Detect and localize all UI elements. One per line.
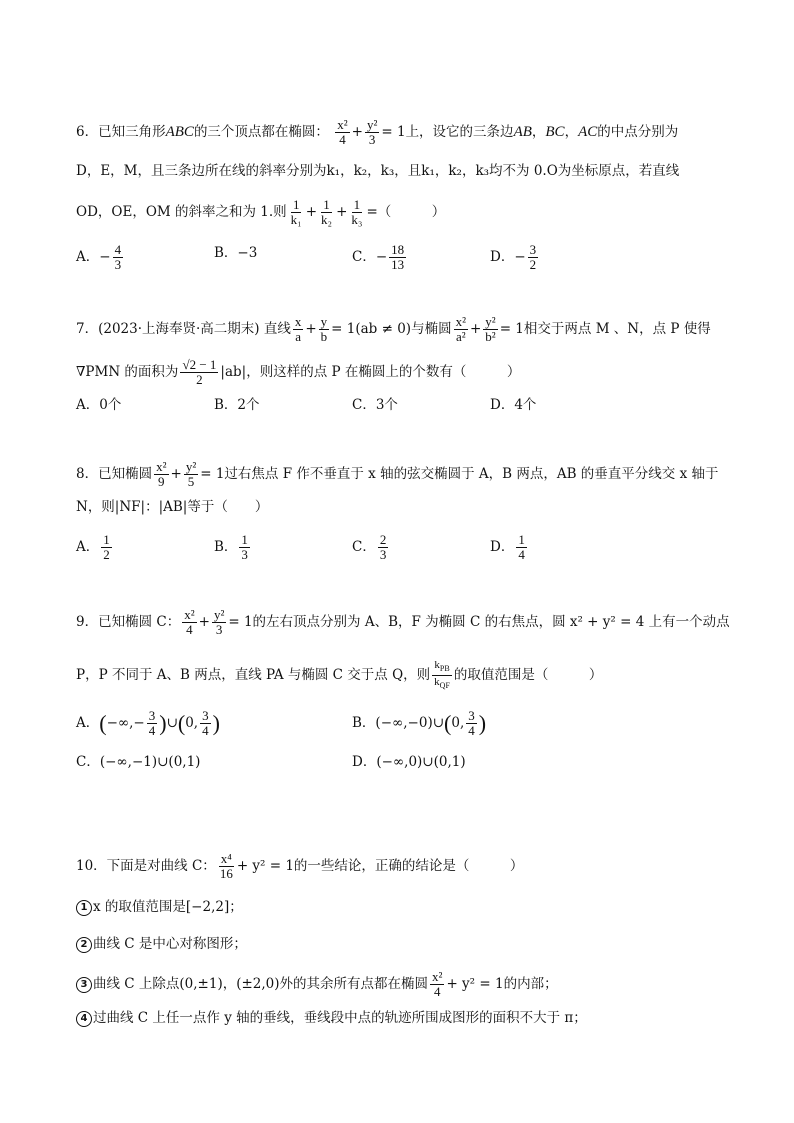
q6-comma-1: ， [531,124,546,140]
q7-line-1: 7．(2023·上海奉贤·高二期末) 直线 $\frac{x}{a}$ + $\frac{y}{b}$ = 1(ab ≠ 0)与椭圆 $\frac{\text{x²}}{\text{a²}}$ + $\frac{\text{y²}}{\text{b²}}$ = 1相交于两点 M 、N，点 P 使得 [76,314,711,344]
q9-line2-text-2: 的取值范围是（ ） [453,667,603,684]
q10-item-2 [76,934,247,954]
q10-frac-x4: $\frac{\text{x⁴}}{16}$ [219,851,233,881]
circled-number-3: 3 [76,977,92,993]
circled-number-1: 1 [76,900,92,916]
q10-item-4-text: 过曲线 C 上任一点作 y 轴的垂线，垂线段中点的轨迹所围成图形的面积不大于 π； [93,1010,587,1026]
q10-item-3-tail: + y² = 1的内部； [446,976,558,992]
q9-line-1: 9．已知椭圆 C： $\frac{\text{x²}}{4}$ + $\frac{\text{y²}}{3}$ = 1的左右顶点分别为 A、B，F 为椭圆 C 的右焦点，圆 x² + y² = 4 上有一个动点 [76,607,730,637]
q9-frac-y: $\frac{\text{y²}}{3}$ [213,607,225,637]
q6-opt-d-num: 3 [529,242,537,257]
q8-option-b [214,533,252,562]
q6-line3-text: OD，OE，OM 的斜率之和为 1.则 [76,204,287,220]
q6-opt-d-frac [528,243,539,272]
q6-comma-2: ， [564,124,579,140]
q10-line-1 [76,852,523,881]
q9-opt-a-frac-2: $\frac{3}{4}$ [202,708,209,738]
q8-line-1: 8．已知椭圆 $\frac{\text{x²}}{9}$ + $\frac{\text{y²}}{5}$ = 1过右焦点 F 作不垂直于 x 轴的弦交椭圆于 A，B 两点，AB 的垂直平分线交 x 轴于 [76,459,719,489]
q7-option-b: B．2个 [214,397,260,413]
q6-frac-k1: $\frac{1}{\text{k₁}}$ [290,197,302,227]
q6-frac-k3: $\frac{1}{\text{k₃}}$ [351,197,363,227]
q7-option-c: C．3个 [352,397,398,413]
q8-opt-a-den: 2 [103,547,110,562]
q10-item-4 [76,1008,587,1028]
q7-option-d: D．4个 [490,397,537,413]
q6-frac-x: $\frac{\text{x²}}{4}$ [337,117,348,147]
q7-frac-x2a2: $\frac{\text{x²}}{\text{a²}}$ [455,314,466,344]
q6-line-1: 6．已知三角形ABC的三个顶点都在椭圆： $\frac{\text{x²}}{4}$ + $\frac{\text{y²}}{3}$ = 1上，设它的三条边AB，BC，AC的中点分别为 [76,117,679,147]
q10-text-2: + y² = 1的一些结论，正确的结论是（ ） [236,858,524,874]
q6-opt-d-den: 2 [529,257,537,272]
q9-opt-a-label: A． [76,715,100,731]
q6-text-3: 上，设它的三条边 [405,124,514,140]
q7-line2-text: ∇PMN 的面积为 [76,364,179,380]
q6-answer-paren: （ ） [377,204,446,220]
q6-opt-c-num: 18 [391,242,405,257]
q8-option-d [490,533,529,562]
q6-frac-y: $\frac{\text{y²}}{3}$ [366,117,378,147]
q8-text: 8．已知椭圆 [76,466,153,482]
q9-opt-b-label: B． [352,715,376,731]
q8-frac-y: $\frac{\text{y²}}{5}$ [185,459,197,489]
q9-text: 9．已知椭圆 C： [76,614,181,630]
q8-opt-b-num: 1 [241,532,248,547]
q6-option-d [490,243,540,272]
q8-opt-d-label: D． [490,539,515,555]
q6-opt-a-label: A．− [76,249,111,265]
q6-ac: AC [578,124,598,140]
q6-option-c [352,243,408,272]
q8-opt-b-den: 3 [241,547,248,562]
q10-item-3 [76,970,558,999]
q10-text: 10．下面是对曲线 C： [76,858,216,874]
q9-option-a: A．(−∞,− $\frac{3}{4}$ )∪(0, $\frac{3}{4}$ ) [76,708,220,738]
q9-frac-x: $\frac{\text{x²}}{4}$ [184,607,195,637]
q9-option-b: B．(−∞,−0)∪(0, $\frac{3}{4}$ ) [352,708,487,738]
q8-opt-c-num: 2 [379,532,387,547]
q8-opt-b-frac [239,533,250,562]
q9-line-2 [76,659,602,692]
q6-frac-k2: $\frac{1}{\text{k₂}}$ [321,197,333,227]
q8-frac-x: $\frac{\text{x²}}{9}$ [156,459,167,489]
circled-number-4: 4 [76,1011,92,1027]
q6-line-2: D，E，M，且三条边所在线的斜率分别为k₁，k₂，k₃，且k₁，k₂，k₃均不为 0.O为坐标原点，若直线 [76,163,680,179]
q7-text-2: 与椭圆 [411,321,452,337]
q8-line-2: N，则|NF|：|AB|等于（ ） [76,499,269,515]
q6-opt-c-den: 13 [391,257,405,272]
q7-text-3: 相交于两点 M 、N，点 P 使得 [523,321,711,337]
q7-frac-yb: $\frac{y}{b}$ [320,314,328,344]
q9-opt-a-frac-1: $\frac{3}{4}$ [148,708,156,738]
q6-abc: ABC [165,124,194,140]
q8-opt-d-num: 1 [518,532,525,547]
q9-opt-b-frac: $\frac{3}{4}$ [468,708,475,738]
q10-frac-ellipse: $\frac{\text{x²}}{4}$ [432,969,443,999]
q6-opt-a-num: 4 [114,242,122,257]
q7-text: 7．(2023·上海奉贤·高二期末) 直线 [76,321,291,337]
q7-line-2 [76,358,520,387]
q9-text-2: 的左右顶点分别为 A、B，F 为椭圆 C 的右焦点，圆 x² + y² = 4 上有一个动点 [252,614,730,630]
q9-option-d: D．(−∞,0)∪(0,1) [352,754,466,770]
q6-line-3: OD，OE，OM 的斜率之和为 1.则 $\frac{1}{\text{k₁}}$ + $\frac{1}{\text{k₂}}$ + $\frac{1}{\text{k₃}}$ =（ ） [76,197,446,227]
q10-item-3-text: 曲线 C 上除点(0,±1)，(±2,0)外的其余所有点都在椭圆 [93,976,429,992]
q6-text-2: 的三个顶点都在椭圆： [193,124,329,140]
q8-option-c [352,533,390,562]
q10-item-1-text: x 的取值范围是[−2,2]； [93,899,243,915]
q6-opt-a-frac [113,243,124,272]
q8-opt-a-frac [101,533,112,562]
q9-option-c: C．(−∞,−1)∪(0,1) [76,754,201,770]
q7-option-a: A．0个 [76,397,122,413]
q8-opt-c-frac [378,533,389,562]
q7-frac-sqrt: $\frac{√2 - 1}{2}$ [182,357,217,387]
q10-item-1 [76,897,243,917]
q6-opt-c-frac [389,243,406,272]
q8-opt-c-label: C． [352,539,376,555]
q8-opt-a-num: 1 [103,532,110,547]
q9-line2-text: P，P 不同于 A、B 两点，直线 PA 与椭圆 C 交于点 Q，则 [76,667,431,684]
q6-option-b: B．−3 [214,245,258,261]
q8-opt-d-den: 4 [518,547,525,562]
q8-opt-b-label: B． [214,539,238,555]
q8-opt-d-frac [516,533,527,562]
q6-text-4: 的中点分别为 [597,124,679,140]
q9-frac-k: $\frac{k_{PB}}{k_{QF}}$ [434,659,450,691]
q8-option-a [76,533,114,562]
q8-opt-c-den: 3 [379,547,387,562]
q6-text: 6．已知三角形 [76,124,166,140]
q6-bc: BC [545,124,565,140]
q6-ab: AB [513,124,532,140]
q7-frac-xa: $\frac{x}{a}$ [294,314,302,344]
q8-text-2: 过右焦点 F 作不垂直于 x 轴的弦交椭圆于 A，B 两点，AB 的垂直平分线交 x 轴于 [224,466,719,482]
q8-opt-a-label: A． [76,539,100,555]
q10-item-2-text: 曲线 C 是中心对称图形； [93,936,247,952]
q6-opt-a-den: 3 [114,257,122,272]
circled-number-2: 2 [76,937,92,953]
q6-option-a [76,243,125,272]
q7-line2-text-2: |ab|，则这样的点 P 在椭圆上的个数有（ ） [220,364,521,380]
q6-opt-d-label: D．− [490,249,526,265]
q7-frac-y2b2: $\frac{\text{y²}}{\text{b²}}$ [485,314,496,344]
q6-opt-c-label: C．− [352,249,388,265]
